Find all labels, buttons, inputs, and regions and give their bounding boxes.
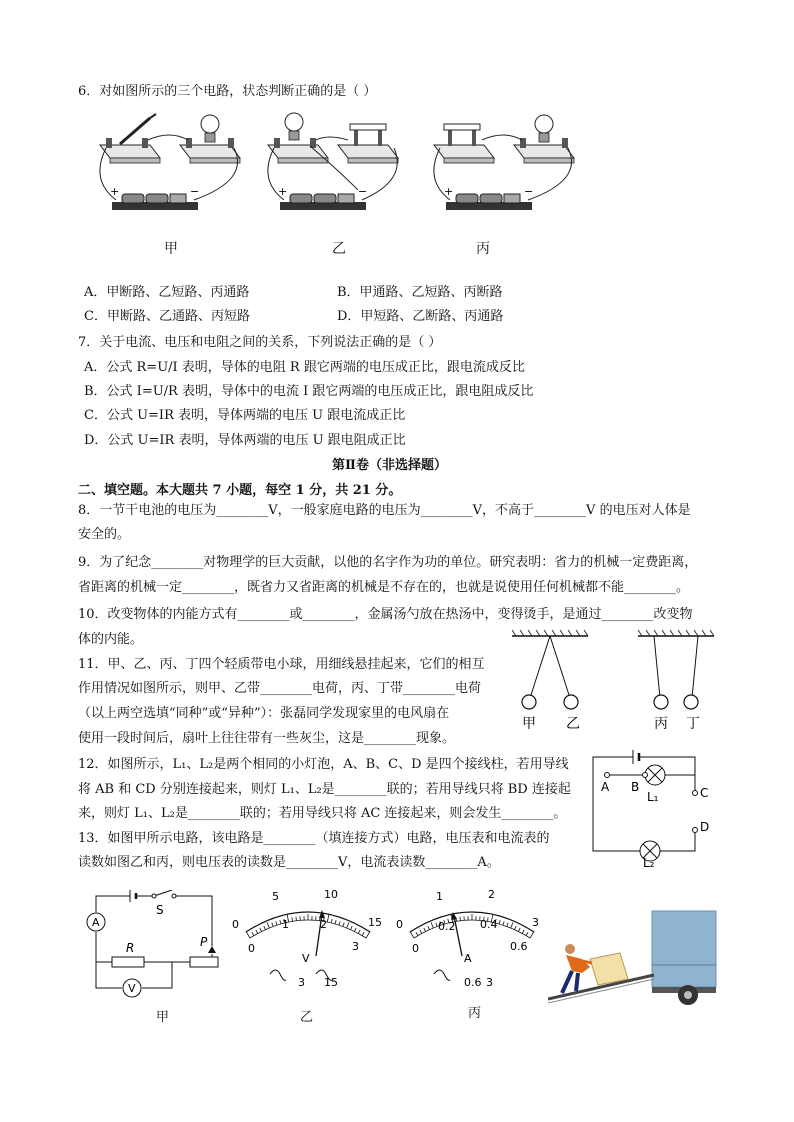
q11-label-jia: 甲 xyxy=(522,716,536,732)
scale-tick xyxy=(362,932,364,935)
volt-outer-15: 15 xyxy=(368,916,382,929)
circuit-bing xyxy=(434,115,574,210)
circuit-yi xyxy=(268,113,398,210)
q7-stem: 7．关于电流、电压和电阻之间的关系，下列说法正确的是（ ） xyxy=(78,335,442,350)
q6-fig-label-yi: 乙 xyxy=(332,241,346,257)
scale-tick xyxy=(260,928,262,932)
battery-plus-bing: + xyxy=(444,185,454,198)
q11-line-3: （以上两空选填“同种”或“异种”）：张磊同学发现家里的电风扇在 xyxy=(78,706,450,721)
scale-tick xyxy=(420,930,422,934)
scale-tick xyxy=(292,917,293,921)
battery-minus-bing: − xyxy=(524,185,534,198)
scale-tick xyxy=(267,922,269,928)
q6-stem: 6．对如图所示的三个电路，状态判断正确的是（ ） xyxy=(78,84,377,99)
scale-tick xyxy=(256,930,258,934)
scale-tick xyxy=(264,926,266,930)
volt-outer-10: 10 xyxy=(324,888,338,901)
amp-inner-06: 0.6 xyxy=(510,940,528,953)
volt-inner-2: 2 xyxy=(320,918,327,931)
q10-line-1: 10．改变物体的内能方式有________或________，金属汤勺放在热汤中，变得烫手，是通过________改变物 xyxy=(78,607,693,622)
scale-tick xyxy=(276,921,277,925)
scale-tick xyxy=(280,920,281,924)
volt-inner-1: 1 xyxy=(282,918,289,931)
q11-label-bing: 丙 xyxy=(654,716,668,732)
q11-line-4: 使用一段时间后，扇叶上往往带有一些灰尘，这是________现象。 xyxy=(78,731,456,746)
q10-line-2: 体的内能。 xyxy=(78,632,144,647)
scale-tick xyxy=(272,923,273,927)
q12-label-c: C xyxy=(700,786,709,800)
q11-line-1: 11．甲、乙、丙、丁四个轻质带电小球，用细线悬挂起来，它们的相互 xyxy=(78,657,485,672)
q7-option-b: B．公式 I=U/R 表明，导体中的电流 I 跟它两端的电压成正比，跟电阻成反比 xyxy=(84,384,534,399)
volt-outer-0: 0 xyxy=(232,918,239,931)
q8-line-2: 安全的。 xyxy=(78,527,131,542)
q6-figure xyxy=(90,100,590,250)
q12-label-d: D xyxy=(700,820,710,834)
scale-tick xyxy=(343,923,344,927)
amp-inner-0: 0 xyxy=(412,942,419,955)
scale-tick xyxy=(518,928,520,932)
q13-resistor-label: R xyxy=(126,941,135,955)
q6-fig-label-jia: 甲 xyxy=(164,241,178,257)
q12-line-1: 12．如图所示，L₁、L₂是两个相同的小灯泡，A、B、C、D 是四个接线柱，若用导线 xyxy=(78,757,569,772)
volt-inner-3: 3 xyxy=(352,940,359,953)
q7-option-d: D．公式 U=IR 表明，导体两端的电压 U 跟电阻成正比 xyxy=(84,433,406,448)
q13-voltmeter-symbol: V xyxy=(128,982,136,995)
q6-option-b: B．甲通路、乙短路、丙断路 xyxy=(337,285,503,300)
volt-terminal-15: 15 xyxy=(324,976,338,989)
scale-tick xyxy=(530,931,534,938)
scale-tick xyxy=(351,926,353,930)
scale-tick xyxy=(526,932,528,935)
q13-caption-jia: 甲 xyxy=(156,1010,170,1025)
q12-label-a: A xyxy=(601,780,610,794)
battery-minus-yi: − xyxy=(358,185,368,198)
volt-inner-0: 0 xyxy=(248,942,255,955)
q9-line-2: 省距离的机械一定________，既省力又省距离的机械是不存在的，也就是说使用任何机械都不能________。 xyxy=(78,580,690,595)
scale-tick xyxy=(431,922,433,928)
q13-voltmeter-figure xyxy=(228,882,388,1012)
scale-tick xyxy=(416,932,418,935)
amp-unit: A xyxy=(464,952,472,965)
q7-option-a: A．公式 R=U/I 表明，导体的电阻 R 跟它两端的电压成正比，跟电流成反比 xyxy=(84,360,525,375)
scale-tick xyxy=(331,919,332,923)
circuit-jia xyxy=(100,114,240,210)
scale-tick xyxy=(335,920,336,924)
q7-option-c: C．公式 U=IR 表明，导体两端的电压 U 跟电流成正比 xyxy=(84,408,406,423)
scale-tick xyxy=(428,926,430,930)
q13-line-2: 读数如图乙和丙，则电压表的读数是________V，电流表读数________A。 xyxy=(78,855,500,870)
scale-tick xyxy=(503,921,504,925)
q8-line-1: 8．一节干电池的电压为________V，一般家庭电路的电压为________V，不高于________V 的电压对人体是 xyxy=(78,503,691,518)
q6-option-d: D．甲短路、乙断路、丙通路 xyxy=(337,309,504,324)
scale-tick xyxy=(252,932,254,935)
scale-tick xyxy=(339,921,340,925)
q12-label-l2: L₂ xyxy=(643,856,655,870)
scale-tick xyxy=(366,931,370,938)
q12-label-b: B xyxy=(631,780,640,794)
amp-outer-1: 1 xyxy=(436,890,443,903)
part2-title: 第Ⅱ卷（非选择题） xyxy=(332,458,447,473)
q13-circuit-figure xyxy=(82,890,222,1000)
q13-line-1: 13．如图甲所示电路，该电路是________（填连接方式）电路，电压表和电流表的 xyxy=(78,831,550,846)
q12-line-3: 来，则灯 L₁、L₂是________联的；若用导线只将 AC 连接起来，则会发生________。 xyxy=(78,806,567,821)
battery-plus-yi: + xyxy=(278,185,288,198)
amp-terminal-06: 0.6 xyxy=(464,976,482,989)
scale-tick xyxy=(522,930,524,934)
q13-caption-yi: 乙 xyxy=(300,1010,314,1025)
amp-outer-0: 0 xyxy=(396,918,403,931)
battery-plus-jia: + xyxy=(110,185,120,198)
scale-tick xyxy=(354,928,356,932)
amp-terminal-3: 3 xyxy=(486,976,493,989)
q11-line-2: 作用情况如图所示，则甲、乙带________电荷，丙、丁带________电荷 xyxy=(78,681,482,696)
q12-figure xyxy=(585,745,725,870)
q6-option-c: C．甲断路、乙通路、丙短路 xyxy=(84,309,250,324)
q12-label-l1: L₁ xyxy=(647,790,659,804)
q13-ammeter-figure xyxy=(392,882,552,1012)
scale-tick xyxy=(436,923,437,927)
q13-caption-bing: 丙 xyxy=(468,1006,482,1021)
scale-tick xyxy=(511,922,513,928)
q9-line-1: 9．为了纪念________对物理学的巨大贡献，以他的名字作为功的单位。研究表明：省力的机械一定费距离， xyxy=(78,555,698,570)
amp-inner-02: 0.2 xyxy=(438,920,456,933)
volt-terminal-3: 3 xyxy=(298,976,305,989)
q11-figure xyxy=(508,628,718,738)
q6-option-a: A．甲断路、乙短路、丙通路 xyxy=(84,285,250,300)
q12-line-2: 将 AB 和 CD 分别连接起来，则灯 L₁、L₂是________联的；若用导线只将 BD 连接起 xyxy=(78,782,571,797)
q11-label-yi: 乙 xyxy=(566,716,580,732)
battery-minus-jia: − xyxy=(190,185,200,198)
scale-tick xyxy=(347,922,349,928)
scale-tick xyxy=(507,923,508,927)
scale-tick xyxy=(424,928,426,932)
q13-switch-label: S xyxy=(156,903,164,917)
section2-title: 二、填空题。本大题共 7 小题，每空 1 分，共 21 分。 xyxy=(78,483,402,498)
scale-tick xyxy=(327,914,329,922)
q13-ammeter-symbol: A xyxy=(92,916,100,929)
amp-outer-3: 3 xyxy=(532,916,539,929)
q11-label-ding: 丁 xyxy=(686,716,700,732)
scale-tick xyxy=(515,926,517,930)
scale-tick xyxy=(499,920,500,924)
q6-fig-label-bing: 丙 xyxy=(476,241,490,257)
volt-unit: V xyxy=(302,952,310,965)
scale-tick xyxy=(410,931,414,938)
volt-outer-5: 5 xyxy=(272,890,279,903)
q13-slider-label: P xyxy=(200,935,208,949)
amp-inner-04: 0.4 xyxy=(480,918,498,931)
scale-tick xyxy=(246,931,250,938)
amp-outer-2: 2 xyxy=(488,888,495,901)
scale-tick xyxy=(358,930,360,934)
truck-ramp-figure xyxy=(548,905,718,1010)
